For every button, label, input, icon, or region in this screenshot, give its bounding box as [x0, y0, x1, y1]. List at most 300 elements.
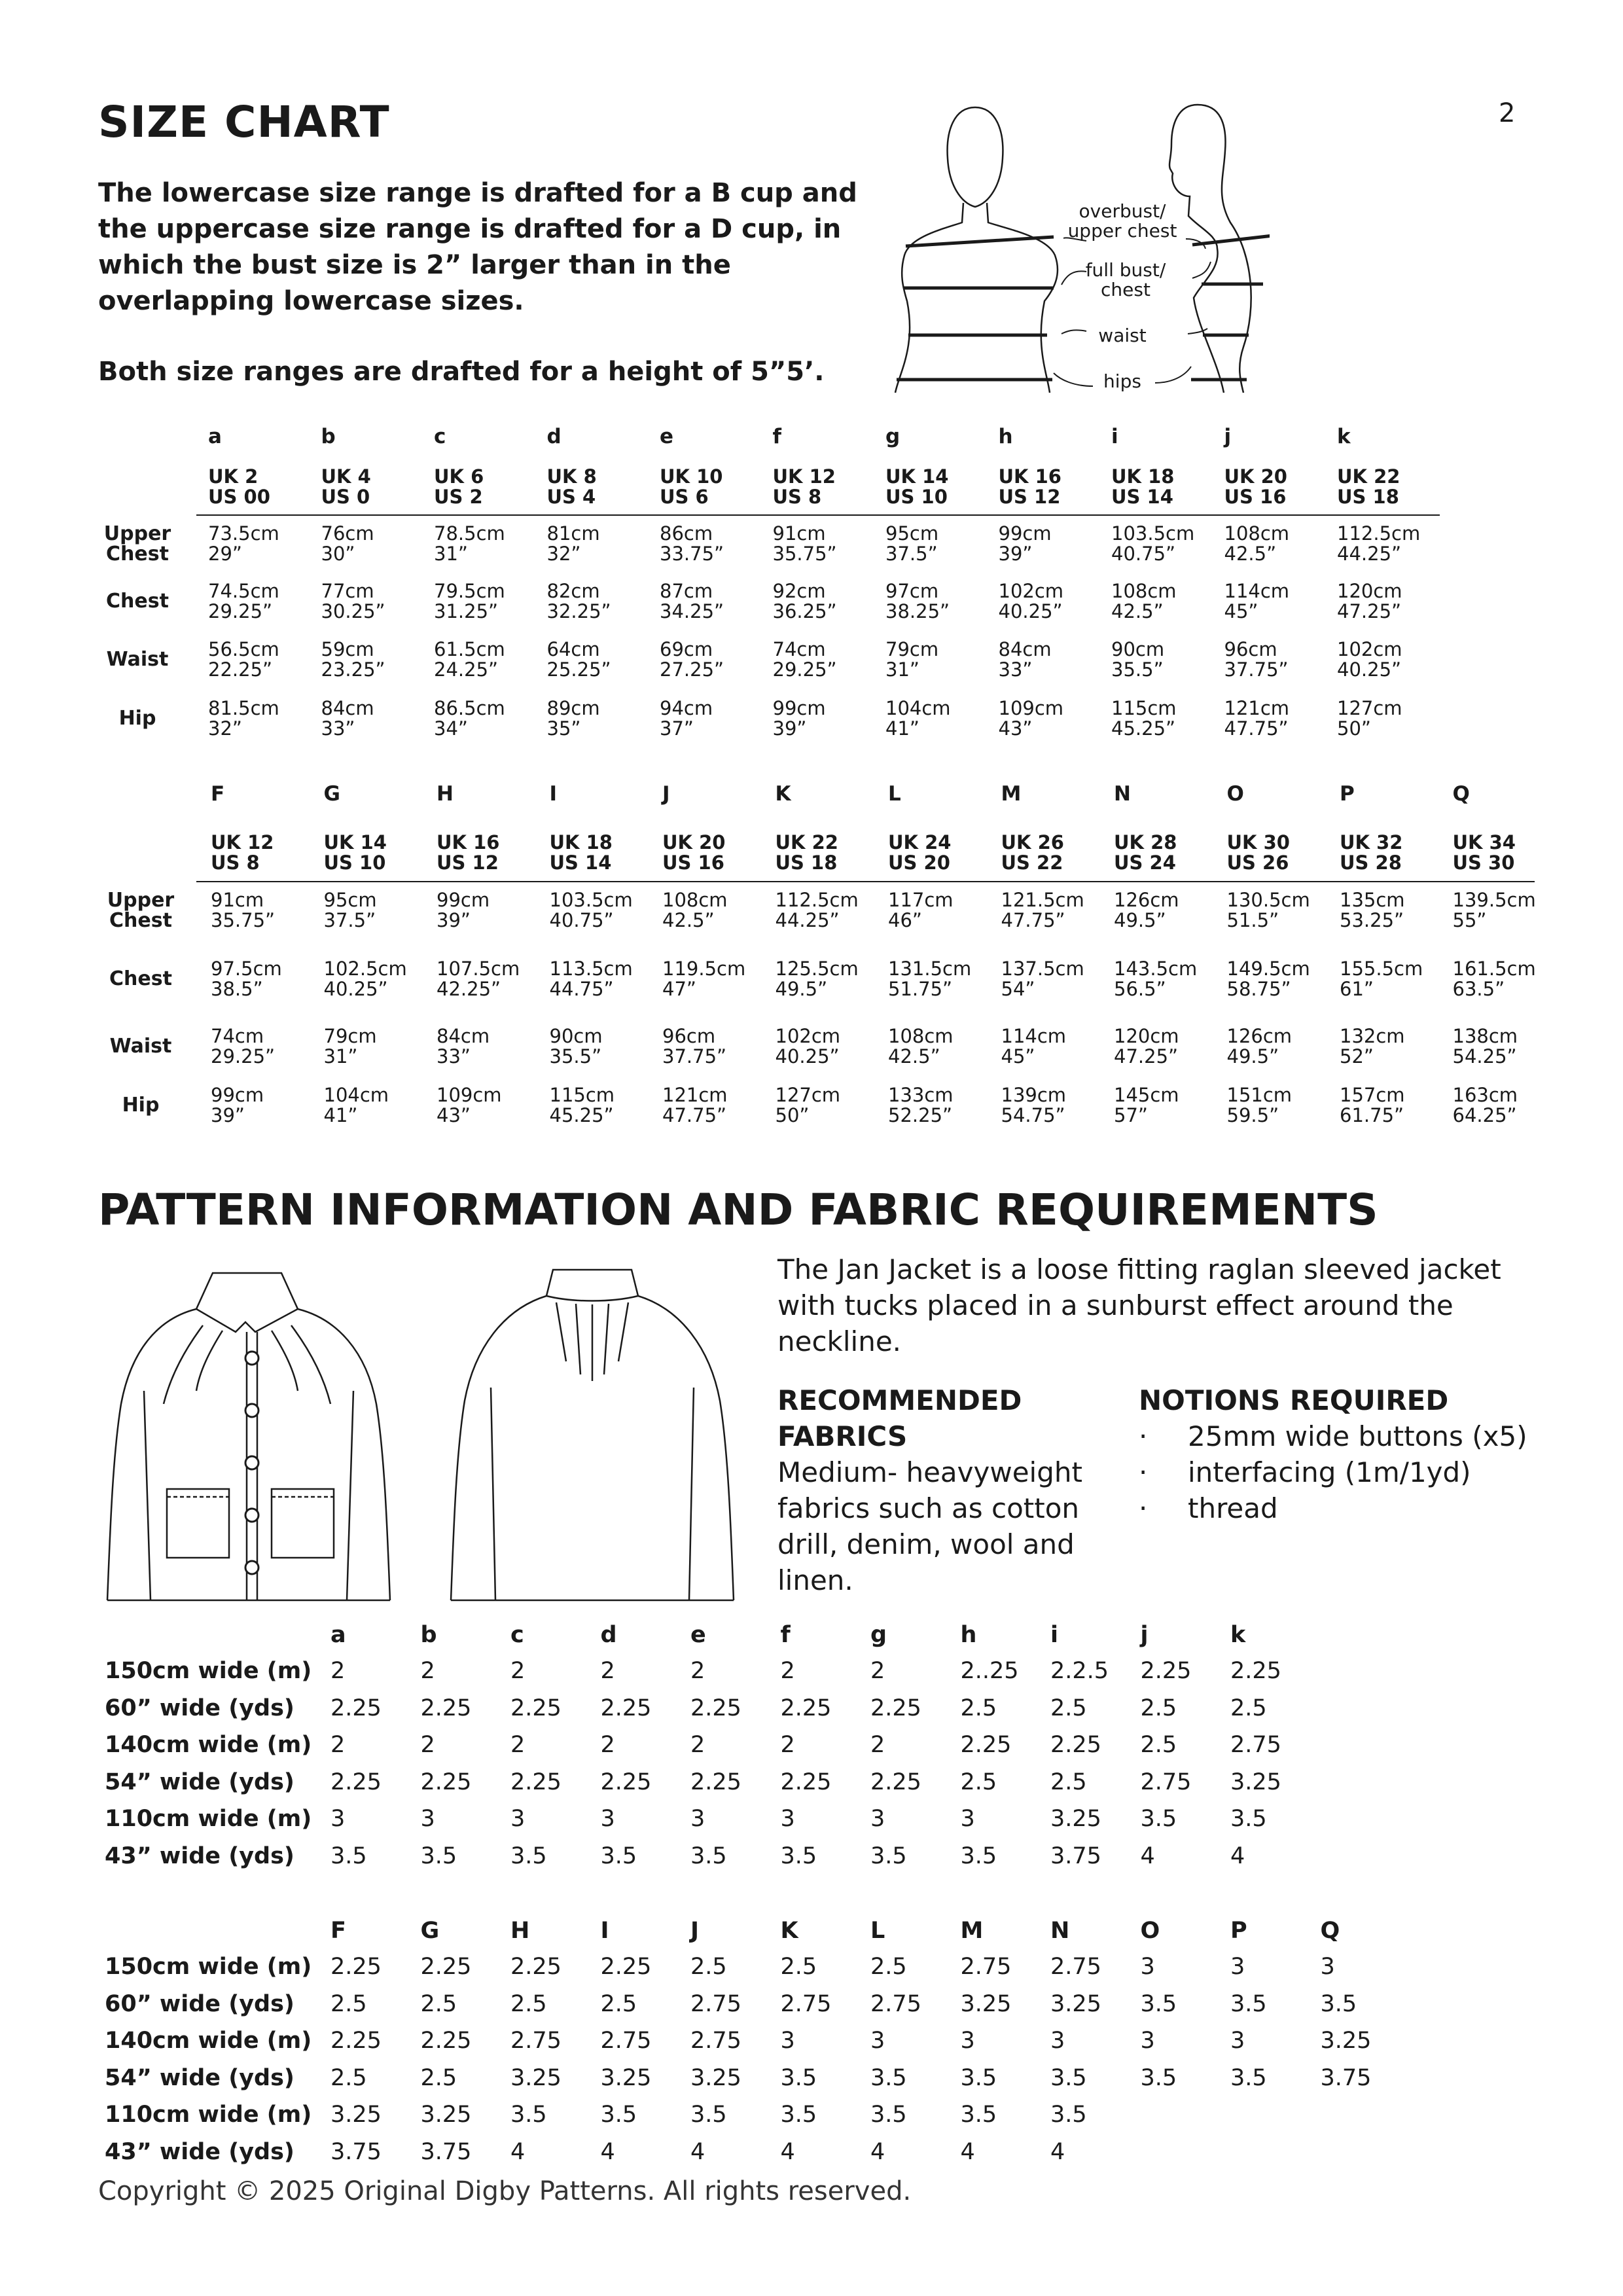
fabric-amount: 3.5 [870, 2102, 907, 2128]
fabric-amount: 2.5 [780, 1954, 817, 1980]
fabric-amount: 3 [600, 1806, 615, 1832]
fabric-amount: 3.5 [330, 1842, 367, 1869]
fabric-amount: 2.25 [780, 1768, 832, 1795]
fabric-amount: 3.5 [600, 2102, 637, 2128]
fabric-amount: 2.25 [600, 1954, 652, 1980]
fabric-amount: 2.25 [330, 1954, 382, 1980]
notions-title: NOTIONS REQUIRED [1139, 1384, 1449, 1416]
fabric-amount: 2.5 [1140, 1732, 1177, 1758]
size-letter: h [960, 1622, 977, 1648]
fabric-amount: 3 [1140, 2028, 1155, 2054]
measurement-value: 121cm 47.75” [1224, 697, 1290, 740]
measurement-value: 95cm 37.5” [885, 522, 939, 565]
measurement-value: 108cm 42.5” [888, 1025, 954, 1067]
fabric-amount: 2.25 [870, 1695, 921, 1721]
fabric-amount: 2.5 [330, 1990, 367, 2017]
measurement-value: 56.5cm 22.25” [208, 638, 279, 681]
measurement-value: 163cm 64.25” [1452, 1084, 1518, 1126]
size-letter: N [1050, 1918, 1070, 1944]
measurement-value: 115cm 45.25” [1111, 697, 1177, 740]
measurement-value: 74.5cm 29.25” [208, 580, 279, 622]
measurement-value: 104cm 41” [885, 697, 951, 740]
fabric-amount: 2.5 [1050, 1695, 1087, 1721]
measurement-value: 126cm 49.5” [1114, 889, 1179, 931]
fabric-amount: 3 [1320, 1954, 1335, 1980]
size-letter: L [888, 782, 901, 806]
uk-us-size: UK 32 US 28 [1340, 831, 1403, 874]
fabric-amount: 2.25 [420, 1695, 472, 1721]
fabric-amount: 2 [600, 1732, 615, 1758]
measurement-value: 96cm 37.75” [662, 1025, 727, 1067]
fabric-amount: 2 [600, 1658, 615, 1684]
fabric-amount: 3.25 [600, 2064, 652, 2091]
fabric-amount: 2 [510, 1658, 526, 1684]
fabric-width-label: 43” wide (yds) [105, 2138, 294, 2165]
fabric-amount: 2.5 [330, 2064, 367, 2091]
measurement-value: 113.5cm 44.75” [549, 958, 633, 1000]
fabric-amount: 2.25 [1050, 1732, 1101, 1758]
measurement-value: 81cm 32” [546, 522, 600, 565]
measurement-value: 84cm 33” [321, 697, 374, 740]
measurement-value: 103.5cm 40.75” [1111, 522, 1195, 565]
size-letter: e [690, 1622, 706, 1648]
uk-us-size: UK 2 US 00 [208, 465, 270, 508]
fabric-amount: 2.25 [870, 1768, 921, 1795]
jacket-front-illustration [105, 1260, 393, 1613]
measurement-value: 109cm 43” [998, 697, 1064, 740]
fabric-amount: 4 [870, 2138, 885, 2165]
size-letter: j [1140, 1622, 1149, 1648]
measurement-value: 130.5cm 51.5” [1226, 889, 1310, 931]
size-range-intro: The lowercase size range is drafted for a B cup and the uppercase size range is drafted for a D cup, in which the bust size is 2” larger than in the overlapping lowercase sizes. [98, 178, 857, 316]
size-letter: G [420, 1918, 440, 1944]
fabric-amount: 2.5 [690, 1954, 727, 1980]
fabric-amount: 2.25 [510, 1768, 562, 1795]
measurement-value: 78.5cm 31” [434, 522, 505, 565]
notion-item: · 25mm wide buttons (x5) [1139, 1418, 1527, 1454]
fabric-amount: 2.25 [510, 1954, 562, 1980]
measurement-value: 120cm 47.25” [1337, 580, 1402, 622]
fabric-amount: 4 [600, 2138, 615, 2165]
measurement-value: 112.5cm 44.25” [775, 889, 859, 931]
fabric-width-label: 150cm wide (m) [105, 1658, 312, 1684]
fabric-amount: 3.5 [1230, 1990, 1267, 2017]
measurement-value: 131.5cm 51.75” [888, 958, 972, 1000]
fabric-amount: 2 [420, 1658, 435, 1684]
fabric-amount: 4 [1050, 2138, 1065, 2165]
fabric-amount: 3.5 [1050, 2102, 1087, 2128]
uk-us-size: UK 6 US 2 [434, 465, 484, 508]
measurement-value: 125.5cm 49.5” [775, 958, 859, 1000]
fabric-amount: 3.5 [870, 2064, 907, 2091]
measurement-value: 132cm 52” [1340, 1025, 1405, 1067]
size-letter: K [780, 1918, 798, 1944]
measurement-value: 99cm 39” [998, 522, 1052, 565]
fabric-amount: 3.5 [1140, 2064, 1177, 2091]
header-rule [196, 881, 1535, 882]
measurement-value: 95cm 37.5” [323, 889, 377, 931]
fabric-amount: 2.75 [690, 2028, 741, 2054]
fabric-amount: 2.75 [1230, 1732, 1281, 1758]
measurement-value: 79.5cm 31.25” [434, 580, 505, 622]
measurement-value: 102cm 40.25” [1337, 638, 1402, 681]
uk-us-size: UK 26 US 22 [1001, 831, 1064, 874]
size-letter: L [870, 1918, 885, 1944]
fabric-amount: 2.25 [330, 1695, 382, 1721]
size-letter: M [960, 1918, 984, 1944]
fabric-amount: 4 [690, 2138, 705, 2165]
fabric-amount: 2.75 [510, 2028, 562, 2054]
measurement-value: 84cm 33” [998, 638, 1052, 681]
measurement-value: 107.5cm 42.25” [437, 958, 520, 1000]
recommended-fabrics-body: Medium- heavyweight fabrics such as cotton drill, denim, wool and linen. [777, 1456, 1082, 1596]
measurement-label: Waist [106, 648, 169, 671]
fabric-amount: 3.75 [330, 2138, 382, 2165]
fabric-width-label: 54” wide (yds) [105, 1768, 294, 1795]
measurement-value: 157cm 61.75” [1340, 1084, 1405, 1126]
size-letter: k [1337, 425, 1351, 448]
fabric-amount: 3.5 [780, 2102, 817, 2128]
fabric-amount: 2.75 [960, 1954, 1012, 1980]
measurement-value: 127cm 50” [775, 1084, 841, 1126]
fabric-amount: 2.25 [1230, 1658, 1281, 1684]
fabric-amount: 2.25 [600, 1768, 652, 1795]
fabric-amount: 3.5 [1050, 2064, 1087, 2091]
measurement-value: 115cm 45.25” [549, 1084, 615, 1126]
measurement-value: 112.5cm 44.25” [1337, 522, 1421, 565]
size-letter: J [690, 1918, 700, 1944]
uk-us-size: UK 10 US 6 [660, 465, 723, 508]
fabric-width-label: 110cm wide (m) [105, 2102, 312, 2128]
measurement-value: 81.5cm 32” [208, 697, 279, 740]
fabric-width-label: 150cm wide (m) [105, 1954, 312, 1980]
measurement-value: 97cm 38.25” [885, 580, 950, 622]
measurement-label: Chest [106, 590, 169, 613]
pattern-info-title: PATTERN INFORMATION AND FABRIC REQUIREMENTS [98, 1185, 1378, 1235]
fabric-amount: 2.25 [510, 1695, 562, 1721]
fabric-amount: 3.5 [1140, 1806, 1177, 1832]
fabric-amount: 4 [1140, 1842, 1155, 1869]
uk-us-size: UK 30 US 26 [1226, 831, 1290, 874]
measurement-value: 108cm 42.5” [662, 889, 728, 931]
uk-us-size: UK 16 US 12 [998, 465, 1061, 508]
size-letter: f [780, 1622, 791, 1648]
size-letter: J [662, 782, 670, 806]
fabric-amount: 3.25 [1050, 1990, 1101, 2017]
size-letter: O [1226, 782, 1244, 806]
fabric-amount: 3.25 [330, 2102, 382, 2128]
fabric-amount: 2.25 [330, 1768, 382, 1795]
measurement-value: 73.5cm 29” [208, 522, 279, 565]
uk-us-size: UK 18 US 14 [1111, 465, 1175, 508]
measurement-value: 120cm 47.25” [1114, 1025, 1179, 1067]
fabric-amount: 3.25 [1320, 2028, 1372, 2054]
size-letter: F [330, 1918, 346, 1944]
measurement-value: 108cm 42.5” [1224, 522, 1290, 565]
notion-item: · thread [1139, 1490, 1527, 1526]
size-letter: b [321, 425, 336, 448]
measurement-value: 97.5cm 38.5” [211, 958, 282, 1000]
measurement-value: 108cm 42.5” [1111, 580, 1177, 622]
notions-list [1139, 1418, 1527, 1526]
fabric-amount: 3.5 [510, 1842, 547, 1869]
fabric-amount: 3.5 [690, 1842, 727, 1869]
size-letter: e [660, 425, 674, 448]
measurement-value: 161.5cm 63.5” [1452, 958, 1536, 1000]
fabric-amount: 2.75 [690, 1990, 741, 2017]
fabric-amount: 3 [1140, 1954, 1155, 1980]
size-letter: c [510, 1622, 524, 1648]
fabric-amount: 4 [510, 2138, 526, 2165]
measurement-value: 86.5cm 34” [434, 697, 505, 740]
fabric-amount: 2.5 [960, 1768, 997, 1795]
size-letter: k [1230, 1622, 1246, 1648]
fabric-amount: 2.25 [420, 1768, 472, 1795]
measurement-value: 139cm 54.75” [1001, 1084, 1067, 1126]
size-letter: d [546, 425, 562, 448]
fabric-amount: 2.5 [960, 1695, 997, 1721]
fabric-amount: 3 [960, 1806, 975, 1832]
fabric-amount: 3.75 [1050, 1842, 1101, 1869]
fabric-amount: 2.75 [870, 1990, 921, 2017]
fabric-amount: 2.75 [600, 2028, 652, 2054]
fabric-amount: 3.5 [960, 1842, 997, 1869]
measurement-value: 64cm 25.25” [546, 638, 611, 681]
uk-us-size: UK 16 US 12 [437, 831, 500, 874]
measurement-label: Hip [122, 1094, 160, 1117]
measurement-value: 74cm 29.25” [211, 1025, 276, 1067]
size-letter: Q [1452, 782, 1470, 806]
size-letter: H [510, 1918, 530, 1944]
fabric-amount: 2 [870, 1732, 885, 1758]
fabric-amount: 2.5 [870, 1954, 907, 1980]
uk-us-size: UK 12 US 8 [211, 831, 274, 874]
fabric-amount: 2.5 [1140, 1695, 1177, 1721]
measurement-value: 126cm 49.5” [1226, 1025, 1293, 1067]
fabric-amount: 3.5 [960, 2064, 997, 2091]
measurement-value: 114cm 45” [1001, 1025, 1067, 1067]
fabric-amount: 2.25 [420, 1954, 472, 1980]
measurement-value: 91cm 35.75” [211, 889, 276, 931]
measurement-value: 102.5cm 40.25” [323, 958, 407, 1000]
size-letter: g [885, 425, 901, 448]
measurement-value: 145cm 57” [1114, 1084, 1179, 1126]
fabric-amount: 3.5 [600, 1842, 637, 1869]
measurement-value: 102cm 40.25” [998, 580, 1064, 622]
fabric-width-label: 140cm wide (m) [105, 1732, 312, 1758]
measurement-value: 127cm 50” [1337, 697, 1402, 740]
size-letter: G [323, 782, 340, 806]
size-letter: f [772, 425, 781, 448]
fabric-amount: 3.5 [960, 2102, 997, 2128]
fabric-amount: 3 [780, 1806, 795, 1832]
size-letter: j [1224, 425, 1232, 448]
size-letter: h [998, 425, 1013, 448]
fabric-amount: 2.5 [420, 1990, 457, 2017]
size-letter: N [1114, 782, 1131, 806]
fabric-amount: 2 [780, 1732, 795, 1758]
measurement-value: 90cm 35.5” [1111, 638, 1165, 681]
fabric-amount: 3.25 [690, 2064, 741, 2091]
fabric-amount: 2 [330, 1732, 346, 1758]
fabric-amount: 3.5 [1320, 1990, 1357, 2017]
pattern-description: The Jan Jacket is a loose fitting raglan sleeved jacket with tucks placed in a sunburst effect around the neckline. [777, 1253, 1501, 1357]
measurement-value: 103.5cm 40.75” [549, 889, 633, 931]
size-letter: F [211, 782, 225, 806]
fabric-amount: 3 [1050, 2028, 1065, 2054]
fabric-amount: 3 [1230, 1954, 1245, 1980]
measurement-value: 92cm 36.25” [772, 580, 837, 622]
fabric-amount: 3 [960, 2028, 975, 2054]
measurement-value: 89cm 35” [546, 697, 600, 740]
fabric-amount: 3 [870, 2028, 885, 2054]
fabric-amount: 3 [330, 1806, 346, 1832]
fabric-amount: 2.2.5 [1050, 1658, 1109, 1684]
fabric-amount: 3 [420, 1806, 435, 1832]
fabric-amount: 2.75 [780, 1990, 832, 2017]
fabric-amount: 2.25 [420, 2028, 472, 2054]
fabric-amount: 3.25 [1050, 1806, 1101, 1832]
size-letter: b [420, 1622, 437, 1648]
measurement-value: 109cm 43” [437, 1084, 502, 1126]
fabric-amount: 2.25 [690, 1695, 741, 1721]
uk-us-size: UK 24 US 20 [888, 831, 952, 874]
measurement-value: 87cm 34.25” [660, 580, 724, 622]
fabric-amount: 4 [960, 2138, 975, 2165]
fabric-amount: 2.25 [1140, 1658, 1192, 1684]
uk-us-size: UK 20 US 16 [662, 831, 726, 874]
measurement-value: 99cm 39” [211, 1084, 264, 1126]
fabric-width-label: 60” wide (yds) [105, 1695, 294, 1721]
measurement-value: 86cm 33.75” [660, 522, 724, 565]
measurement-value: 74cm 29.25” [772, 638, 837, 681]
fabric-amount: 2.25 [600, 1695, 652, 1721]
fabric-amount: 2..25 [960, 1658, 1019, 1684]
size-letter: P [1340, 782, 1355, 806]
side-figure-outline [1169, 105, 1224, 393]
size-letter: Q [1320, 1918, 1340, 1944]
fabric-width-label: 140cm wide (m) [105, 2028, 312, 2054]
measurement-value: 138cm 54.25” [1452, 1025, 1518, 1067]
measurement-value: 119.5cm 47” [662, 958, 746, 1000]
size-letter: i [1111, 425, 1118, 448]
measurement-value: 137.5cm 54” [1001, 958, 1084, 1000]
measurement-value: 76cm 30” [321, 522, 374, 565]
fabric-amount: 3 [690, 1806, 705, 1832]
fabric-amount: 3.5 [420, 1842, 457, 1869]
measurement-label: Chest [109, 967, 172, 990]
measurement-value: 69cm 27.25” [660, 638, 724, 681]
fabric-amount: 4 [780, 2138, 795, 2165]
front-figure-outline [948, 107, 1003, 207]
measurement-value: 102cm 40.25” [775, 1025, 841, 1067]
measurement-value: 133cm 52.25” [888, 1084, 954, 1126]
fabric-amount: 2.5 [600, 1990, 637, 2017]
size-letter: g [870, 1622, 887, 1648]
measurement-value: 99cm 39” [437, 889, 490, 931]
body-measurement-figure [890, 98, 1270, 399]
measurement-value: 114cm 45” [1224, 580, 1290, 622]
measurement-value: 59cm 23.25” [321, 638, 385, 681]
measurement-label: Waist [109, 1035, 172, 1058]
fabric-amount: 2.25 [780, 1695, 832, 1721]
fabric-amount: 3.5 [1230, 1806, 1267, 1832]
measurement-value: 84cm 33” [437, 1025, 490, 1067]
uk-us-size: UK 18 US 14 [549, 831, 613, 874]
fabric-amount: 2.25 [330, 2028, 382, 2054]
size-letter: O [1140, 1918, 1160, 1944]
fabric-amount: 2.25 [690, 1768, 741, 1795]
size-letter: K [775, 782, 791, 806]
measurement-value: 139.5cm 55” [1452, 889, 1536, 931]
fabric-amount: 3.5 [690, 2102, 727, 2128]
fabric-amount: 3 [510, 1806, 526, 1832]
notion-item: · interfacing (1m/1yd) [1139, 1454, 1527, 1490]
measurement-value: 99cm 39” [772, 697, 826, 740]
fabric-amount: 3.5 [780, 2064, 817, 2091]
measurement-value: 91cm 35.75” [772, 522, 837, 565]
recommended-fabrics-title: RECOMMENDED FABRICS [777, 1384, 1022, 1452]
measurement-value: 77cm 30.25” [321, 580, 385, 622]
measurement-value: 104cm 41” [323, 1084, 389, 1126]
fabric-width-label: 110cm wide (m) [105, 1806, 312, 1832]
measurement-value: 90cm 35.5” [549, 1025, 603, 1067]
fabric-amount: 3 [1230, 2028, 1245, 2054]
fabric-amount: 3.5 [1140, 1990, 1177, 2017]
measurement-value: 94cm 37” [660, 697, 713, 740]
size-letter: c [434, 425, 446, 448]
size-letter: i [1050, 1622, 1058, 1648]
measurement-value: 135cm 53.25” [1340, 889, 1405, 931]
size-letter: d [600, 1622, 617, 1648]
fabric-amount: 2.75 [1140, 1768, 1192, 1795]
height-note: Both size ranges are drafted for a height of 5”5’. [98, 357, 825, 387]
fabric-amount: 2.5 [420, 2064, 457, 2091]
fabric-amount: 2 [690, 1732, 705, 1758]
size-letter: P [1230, 1918, 1247, 1944]
measurement-value: 96cm 37.75” [1224, 638, 1289, 681]
fabric-amount: 3.25 [420, 2102, 472, 2128]
measurement-value: 149.5cm 58.75” [1226, 958, 1310, 1000]
size-letter: a [208, 425, 222, 448]
fabric-amount: 2 [690, 1658, 705, 1684]
fabric-amount: 2 [420, 1732, 435, 1758]
uk-us-size: UK 34 US 30 [1452, 831, 1516, 874]
fabric-amount: 2 [870, 1658, 885, 1684]
uk-us-size: UK 8 US 4 [546, 465, 597, 508]
measurement-value: 155.5cm 61” [1340, 958, 1423, 1000]
measurement-value: 79cm 31” [323, 1025, 377, 1067]
measurement-value: 143.5cm 56.5” [1114, 958, 1198, 1000]
measurement-value: 79cm 31” [885, 638, 939, 681]
fabric-amount: 2 [330, 1658, 346, 1684]
measurement-value: 117cm 46” [888, 889, 954, 931]
uk-us-size: UK 28 US 24 [1114, 831, 1177, 874]
copyright-notice: Copyright © 2025 Original Digby Patterns. All rights reserved. [98, 2176, 912, 2206]
hips-label: hips [1103, 370, 1141, 392]
fabric-amount: 2.25 [960, 1732, 1012, 1758]
size-letter: H [437, 782, 454, 806]
measurement-value: 121.5cm 47.75” [1001, 889, 1084, 931]
uk-us-size: UK 22 US 18 [1337, 465, 1400, 508]
measurement-label: Upper Chest [103, 522, 171, 565]
uk-us-size: UK 12 US 8 [772, 465, 836, 508]
size-letter: a [330, 1622, 346, 1648]
fabric-amount: 2.5 [1050, 1768, 1087, 1795]
page-number: 2 [1499, 98, 1516, 128]
uk-us-size: UK 22 US 18 [775, 831, 838, 874]
size-letter: M [1001, 782, 1022, 806]
